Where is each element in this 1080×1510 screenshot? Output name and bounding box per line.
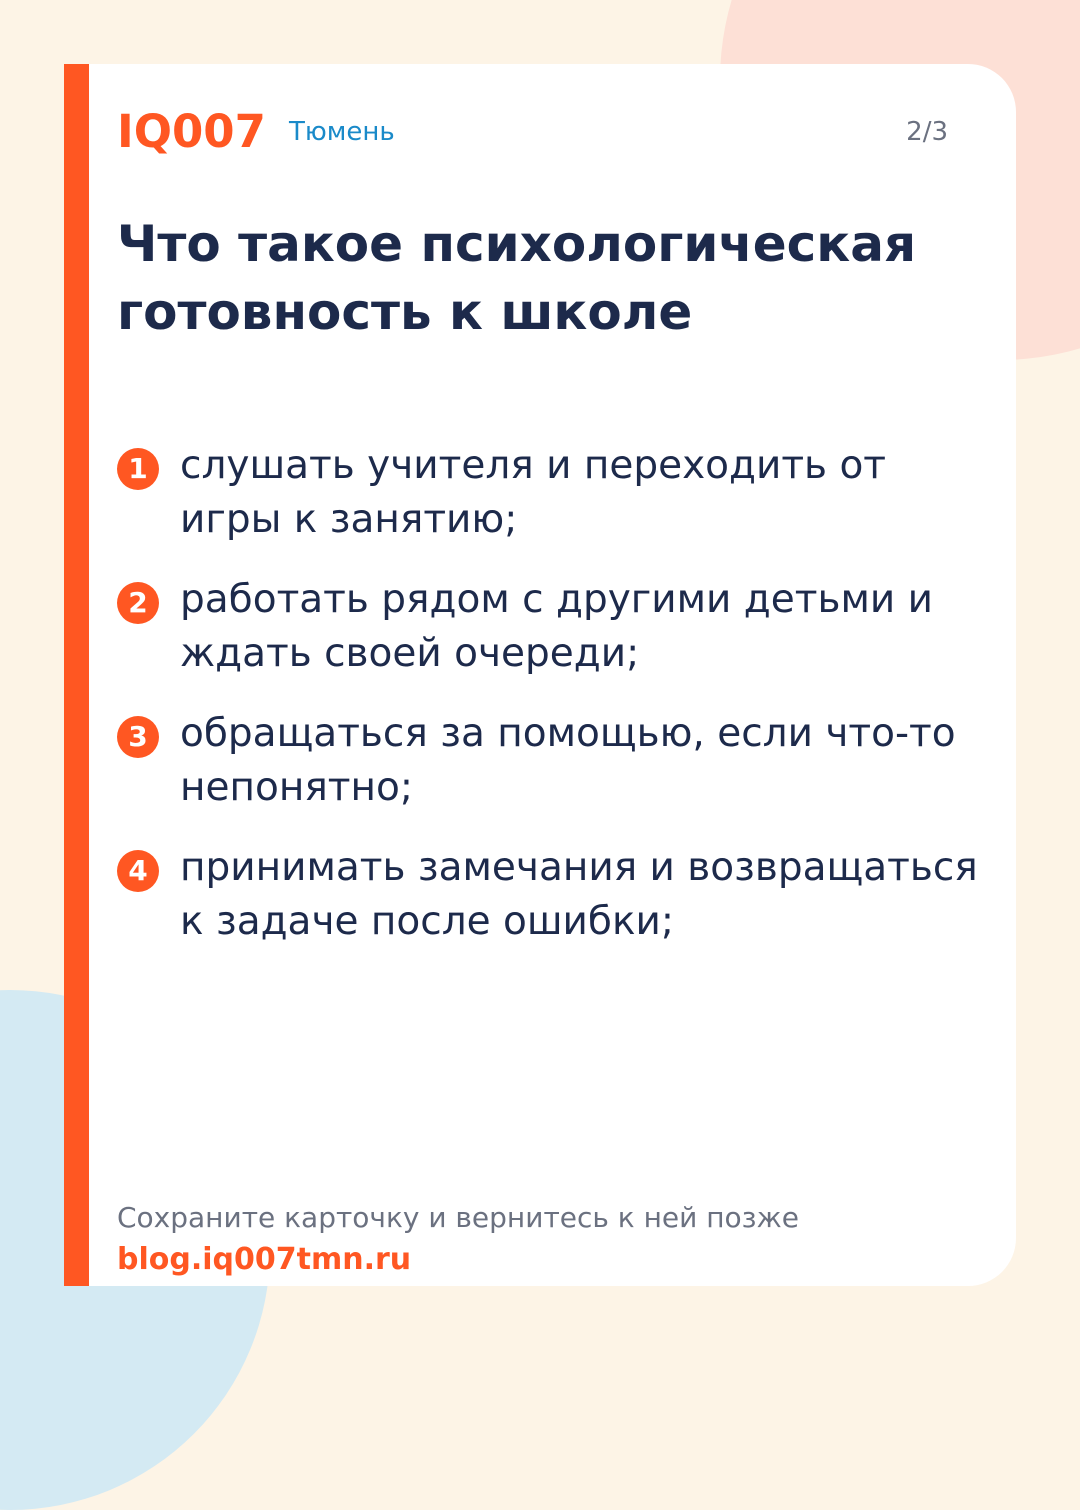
content-card xyxy=(64,64,1016,1286)
list-item-text: работать рядом с другими детьми и ждать своей очереди; xyxy=(180,577,933,676)
list-item-text: обращаться за помощью, если что-то непонятно; xyxy=(180,711,956,810)
list-item xyxy=(117,573,997,681)
list-item-text: принимать замечания и возвращаться к задаче после ошибки; xyxy=(180,845,978,944)
list-item xyxy=(117,841,997,949)
accent-bar xyxy=(64,64,89,1286)
header xyxy=(117,104,948,164)
number-badge: 3 xyxy=(117,716,159,758)
blog-link[interactable]: blog.iq007tmn.ru xyxy=(117,1242,412,1277)
list-item xyxy=(117,439,997,547)
page-title: Что такое психологическая готовность к школе xyxy=(117,215,917,341)
city-label: Тюмень xyxy=(289,117,395,147)
footer-note: Сохраните карточку и вернитесь к ней позже xyxy=(117,1201,799,1234)
number-badge: 4 xyxy=(117,850,159,892)
brand-logo: IQ007 xyxy=(117,105,266,158)
list-item-text: слушать учителя и переходить от игры к занятию; xyxy=(180,443,887,542)
number-badge: 2 xyxy=(117,582,159,624)
list-item xyxy=(117,707,997,815)
skills-list xyxy=(117,439,997,975)
page-indicator: 2/3 xyxy=(906,117,948,147)
number-badge: 1 xyxy=(117,448,159,490)
